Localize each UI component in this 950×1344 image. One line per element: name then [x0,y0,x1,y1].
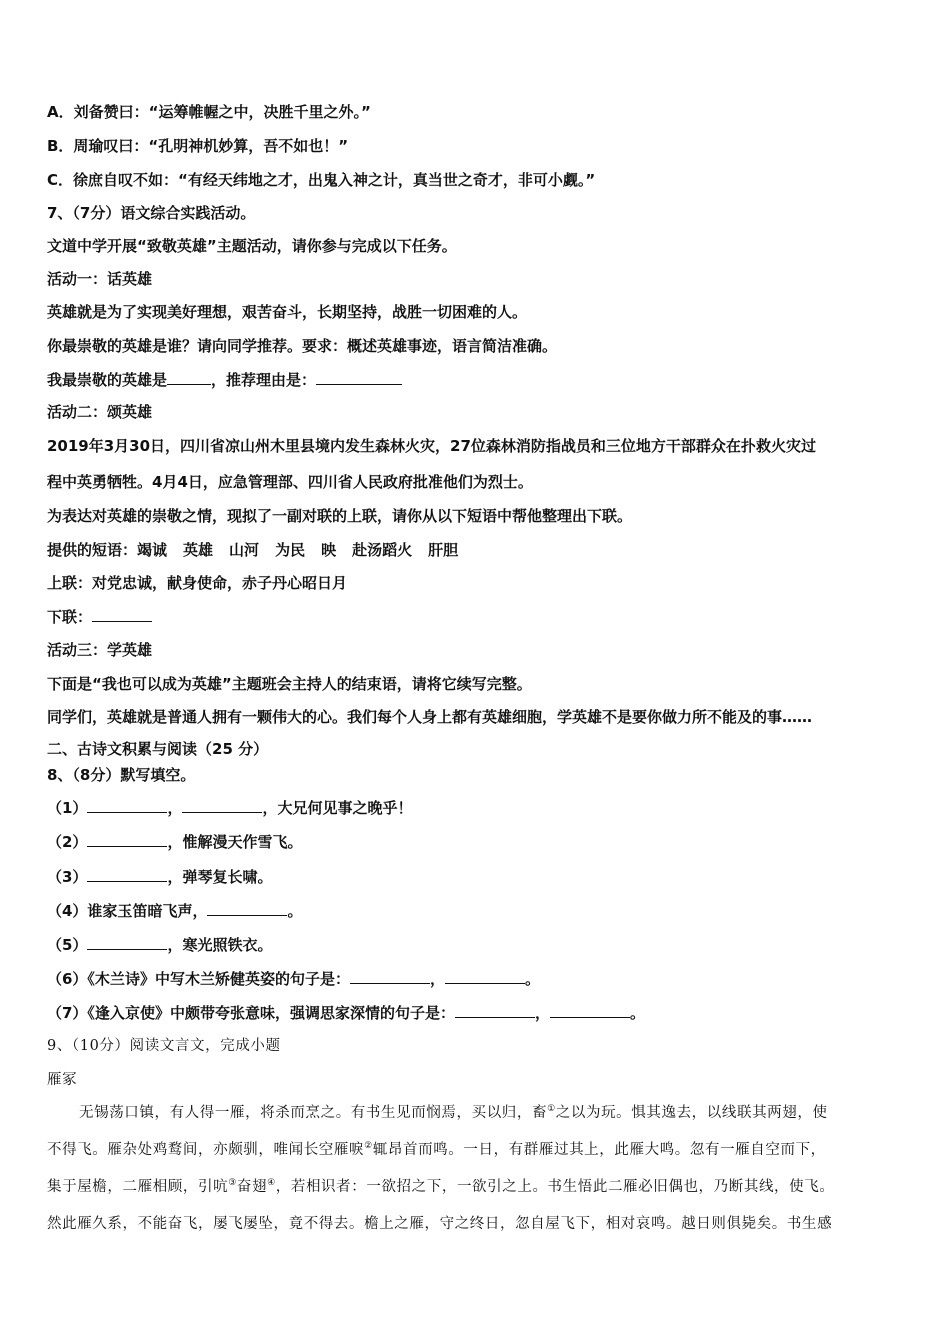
q8-item-2 [47,831,302,852]
phrase: 肝胆 [428,541,459,559]
q6-option-c: C．徐庶自叹不如：“有经天纬地之才，出鬼入神之计，真当世之奇才，非可小觑。” [47,171,596,189]
q8-item-1 [47,797,412,818]
couplet-lower-label: 下联： [47,608,93,626]
passage-line-1 [47,1103,828,1123]
passage-text: 集于屋檐，二雁相顾，引吭 [47,1179,229,1195]
passage-text: 奋翅 [236,1179,268,1195]
q8-item-7 [47,1002,645,1023]
q8-item-5 [47,934,272,955]
q8-item-end: 。 [629,1004,645,1022]
act1-definition: 英雄就是为了实现美好理想，艰苦奋斗，长期坚持，战胜一切困难的人。 [47,303,528,321]
fill-blank[interactable] [550,1002,630,1018]
act1-fill-line [47,369,402,390]
q8-header: 8、（8分）默写填空。 [47,766,196,784]
q8-item-num: （7）《逢入京使》中颇带夸张意味，强调思家深情的句子是： [47,1004,455,1022]
fill-blank[interactable] [455,1002,535,1018]
couplet-upper: 上联：对党忠诚，献身使命，赤子丹心昭日月 [47,574,348,592]
q8-item-num: （4）谁家玉笛暗飞声， [47,902,208,920]
act2-task: 为表达对英雄的崇敬之情，现拟了一副对联的上联，请你从以下短语中帮他整理出下联。 [47,507,633,525]
q8-item-end: ，寒光照铁衣。 [167,936,273,954]
fill-blank[interactable] [207,900,287,916]
passage-text: 不得飞。雁杂处鸡鹜间，亦颇驯，唯闻长空雁唳 [47,1142,365,1158]
footnote-mark: ① [547,1104,556,1115]
comma: ， [167,799,183,817]
q8-item-end: 。 [287,902,303,920]
fill-blank[interactable] [182,797,262,813]
fill-blank[interactable] [445,968,525,984]
q8-item-end: ，大兄何见事之晚乎！ [262,799,413,817]
footnote-mark: ③ [228,1178,237,1189]
act1-fill-label-b: ，推荐理由是： [211,371,317,389]
footnote-mark: ② [364,1141,373,1152]
q8-item-4 [47,900,302,921]
q8-item-num: （1） [47,799,88,817]
q9-header: 9、（10分）阅读文言文，完成小题 [47,1038,281,1054]
act2-news-line2: 程中英勇牺牲。4月4日，应急管理部、四川省人民政府批准他们为烈士。 [47,473,533,491]
fill-blank[interactable] [87,797,167,813]
q8-item-end: ，弹琴复长啸。 [167,868,273,886]
phrase: 为民 [275,541,306,559]
act1-title: 活动一：话英雄 [47,270,153,288]
act1-task: 你最崇敬的英雄是谁？请向同学推荐。要求：概述英雄事迹，语言简洁准确。 [47,337,558,355]
q8-item-num: （2） [47,833,88,851]
q8-item-num: （6）《木兰诗》中写木兰矫健英姿的句子是： [47,970,350,988]
phrase: 英雄 [183,541,214,559]
couplet-lower-line [47,606,152,627]
act3-task: 下面是“我也可以成为英雄”主题班会主持人的结束语，请将它续写完整。 [47,675,532,693]
q7-intro: 文道中学开展“致敬英雄”主题活动，请你参与完成以下任务。 [47,237,457,255]
fill-blank[interactable] [87,934,167,950]
act3-text: 同学们，英雄就是普通人拥有一颗伟大的心。我们每个人身上都有英雄细胞，学英雄不是要你做力所不能及的事…… [47,708,813,726]
passage-text: 无锡荡口镇，有人得一雁，将杀而烹之。有书生见而悯焉，买以归，畜 [79,1105,548,1121]
act1-fill-label-a: 我最崇敬的英雄是 [47,371,168,389]
q6-option-b: B．周瑜叹曰：“孔明神机妙算，吾不如也！” [47,137,349,155]
q8-item-num: （3） [47,868,88,886]
fill-blank[interactable] [350,968,430,984]
passage-line-4: 然此雁久系，不能奋飞，屡飞屡坠，竟不得去。檐上之雁，守之终日，忽自屋飞下，相对哀鸣。越日则俱毙矣。书生感 [47,1216,833,1232]
q6-option-a: A．刘备赞曰：“运筹帷幄之中，决胜千里之外。” [47,103,371,121]
couplet-lower-blank[interactable] [92,606,152,622]
phrases-label: 提供的短语： [47,541,138,559]
q7-header: 7、（7分）语文综合实践活动。 [47,204,256,222]
fill-blank[interactable] [87,831,167,847]
phrase: 映 [321,541,337,559]
passage-line-2 [47,1140,826,1160]
phrases-line [47,540,458,560]
passage-line-3 [47,1177,834,1197]
act2-title: 活动二：颂英雄 [47,403,153,421]
act3-title: 活动三：学英雄 [47,641,153,659]
q8-item-end: 。 [524,970,540,988]
phrase: 竭诚 [137,541,168,559]
section-2-title: 二、古诗文积累与阅读（25 分） [47,740,269,758]
q8-item-end: ，惟解漫天作雪飞。 [167,833,303,851]
act2-news-line1: 2019年3月30日，四川省凉山州木里县境内发生森林火灾，27位森林消防指战员和三位地方干部群众在扑救火灾过 [47,437,816,455]
passage-title: 雁冢 [47,1072,78,1088]
comma: ， [534,1004,550,1022]
passage-text: ，若相识者：一欲招之下，一欲引之上。书生悟此二雁必旧偶也，乃断其线，使飞。 [275,1179,835,1195]
phrase: 山河 [229,541,260,559]
q8-item-6 [47,968,540,989]
footnote-mark: ④ [267,1178,276,1189]
fill-blank[interactable] [87,866,167,882]
hero-blank[interactable] [167,369,211,385]
passage-text: 之以为玩。惧其逸去，以线联其两翅，使 [555,1105,828,1121]
passage-text: 辄昂首而鸣。一日，有群雁过其上，此雁大鸣。忽有一雁自空而下， [372,1142,826,1158]
q8-item-num: （5） [47,936,88,954]
reason-blank[interactable] [316,369,402,385]
phrase: 赴汤蹈火 [352,541,413,559]
q8-item-3 [47,866,272,887]
comma: ， [429,970,445,988]
